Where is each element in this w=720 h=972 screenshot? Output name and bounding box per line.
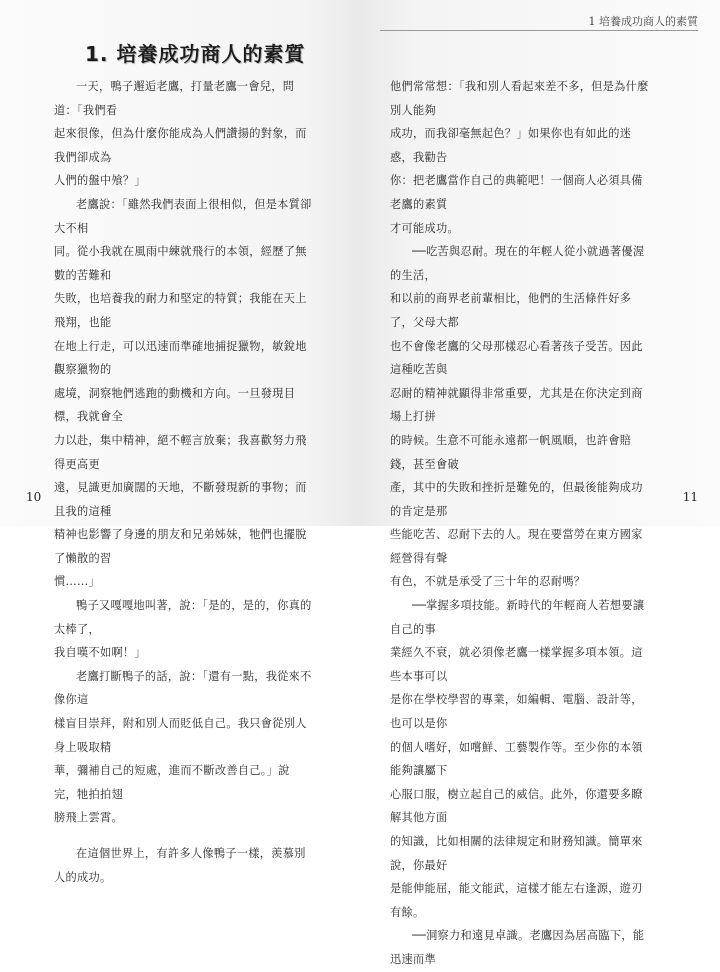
text-line: 在這個世界上，有許多人像鴨子一樣，羨慕別人的成功。 [54, 847, 306, 884]
text-line: 產，其中的失敗和挫折是難免的，但最後能夠成功的肯定是那 [390, 481, 643, 518]
text-line: 也不會像老鷹的父母那樣忍心看著孩子受苦。因此這種吃苦與 [390, 339, 643, 377]
text-line: 精神也影響了身邊的朋友和兄弟姊妹，牠們也擺脫了懶散的習 [54, 528, 307, 565]
text-line: 你：把老鷹當作自己的典範吧！一個商人必須具備老鷹的素質 [390, 174, 643, 211]
text-line: 的知識，比如相關的法律規定和財務知識。簡單來說，你最好 [390, 835, 643, 872]
left-page [0, 0, 360, 884]
text-line: 失敗，也培養我的耐力和堅定的特質；我能在天上飛翔，也能 [54, 292, 307, 329]
chapter-title [85, 38, 309, 67]
text-line: 才可能成功。 [390, 221, 459, 235]
text-line: 他們常常想：「我和別人看起來差不多，但是為什麼別人能夠 [390, 80, 649, 117]
text-line: 忍耐的精神就顯得非常重要，尤其是在你決定到商場上打拼 [390, 386, 643, 424]
text-line: 起來很像，但為什麼你能成為人們讚揚的對象，而我們卻成為 [54, 127, 307, 164]
text-line: 華，彌補自己的短處，進而不斷改善自己。」說完，牠拍拍翅 [54, 764, 290, 801]
page-number-left: 10 [26, 490, 42, 504]
text-line: 膀飛上雲霄。 [54, 811, 123, 825]
text-line: ──洞察力和遠見卓識。老鷹因為居高臨下，能迅速而準 [390, 929, 645, 966]
text-line: 一天，鴨子邂逅老鷹，打量老鷹一會兒，問道：「我們看 [54, 80, 295, 117]
text-line: 人們的盤中飧？」 [54, 174, 146, 188]
text-line: 成功，而我卻毫無起色？」如果你也有如此的迷惑，我勸告 [390, 127, 632, 164]
running-head-rule [380, 30, 698, 31]
right-body-text [390, 75, 652, 972]
text-line: ──掌握多項技能。新時代的年輕商人若想要讓自己的事 [390, 599, 645, 636]
text-line: 力以赴，集中精神，絕不輕言放棄；我喜歡努力飛得更高更 [54, 433, 307, 471]
text-line: 在地上行走，可以迅速而準確地捕捉獵物，敏銳地觀察獵物的 [54, 339, 307, 377]
text-line: 心服口服，樹立起自己的威信。此外，你還要多瞭解其他方面 [390, 787, 643, 825]
text-line: 老鷹打斷鴨子的話，說：「還有一點，我從來不像你這 [54, 669, 312, 707]
text-line: 處境，洞察牠們逃跑的動機和方向。一旦發現目標，我就會全 [54, 386, 296, 424]
text-line: 慣……」 [54, 575, 100, 589]
text-line: 業經久不衰，就必須像老鷹一樣掌握多項本領。這些本事可以 [390, 646, 643, 683]
page-number-right: 11 [682, 490, 698, 504]
text-line: 和以前的商界老前輩相比，他們的生活條件好多了，父母大都 [390, 292, 632, 329]
text-line: 的時候。生意不可能永遠都一帆風順，也許會賠錢，甚至會破 [390, 433, 632, 471]
text-line: 我自嘆不如啊！」 [54, 646, 146, 660]
text-line: 有色，不就是承受了三十年的忍耐嗎？ [390, 575, 586, 589]
text-line: ──吃苦與忍耐。現在的年輕人從小就過著優渥的生活， [390, 245, 645, 282]
chapter-title-text: 1. 培養成功商人的素質 [85, 42, 306, 66]
text-line: 老鷹說：「雖然我們表面上很相似，但是本質卻大不相 [54, 197, 312, 235]
text-line: 同。從小我就在風雨中練就飛行的本領，經歷了無數的苦難和 [54, 245, 307, 282]
text-line: 樣盲目崇拜，附和別人而貶低自己。我只會從別人身上吸取精 [54, 717, 307, 754]
text-line: 是能伸能屈，能文能武，這樣才能左右逢源，遊刃有餘。 [390, 882, 643, 919]
text-line: 是你在學校學習的專業，如編輯、電腦、設計等，也可以是你 [390, 693, 643, 731]
right-page [360, 0, 720, 966]
left-body-text [54, 75, 312, 889]
text-line: 些能吃苦、忍耐下去的人。現在要當勞在東方國家經營得有聲 [390, 528, 643, 565]
text-line: 遠，見識更加廣闊的天地，不斷發現新的事物；而且我的這種 [54, 481, 307, 518]
text-line: 鴨子又嘎嘎地叫著，說：「是的，是的，你真的太棒了， [54, 599, 312, 636]
text-line: 的個人嗜好，如嚐鮮、工藝製作等。至少你的本領能夠讓屬下 [390, 740, 643, 778]
running-head: 1 培養成功商人的素質 [588, 15, 698, 28]
